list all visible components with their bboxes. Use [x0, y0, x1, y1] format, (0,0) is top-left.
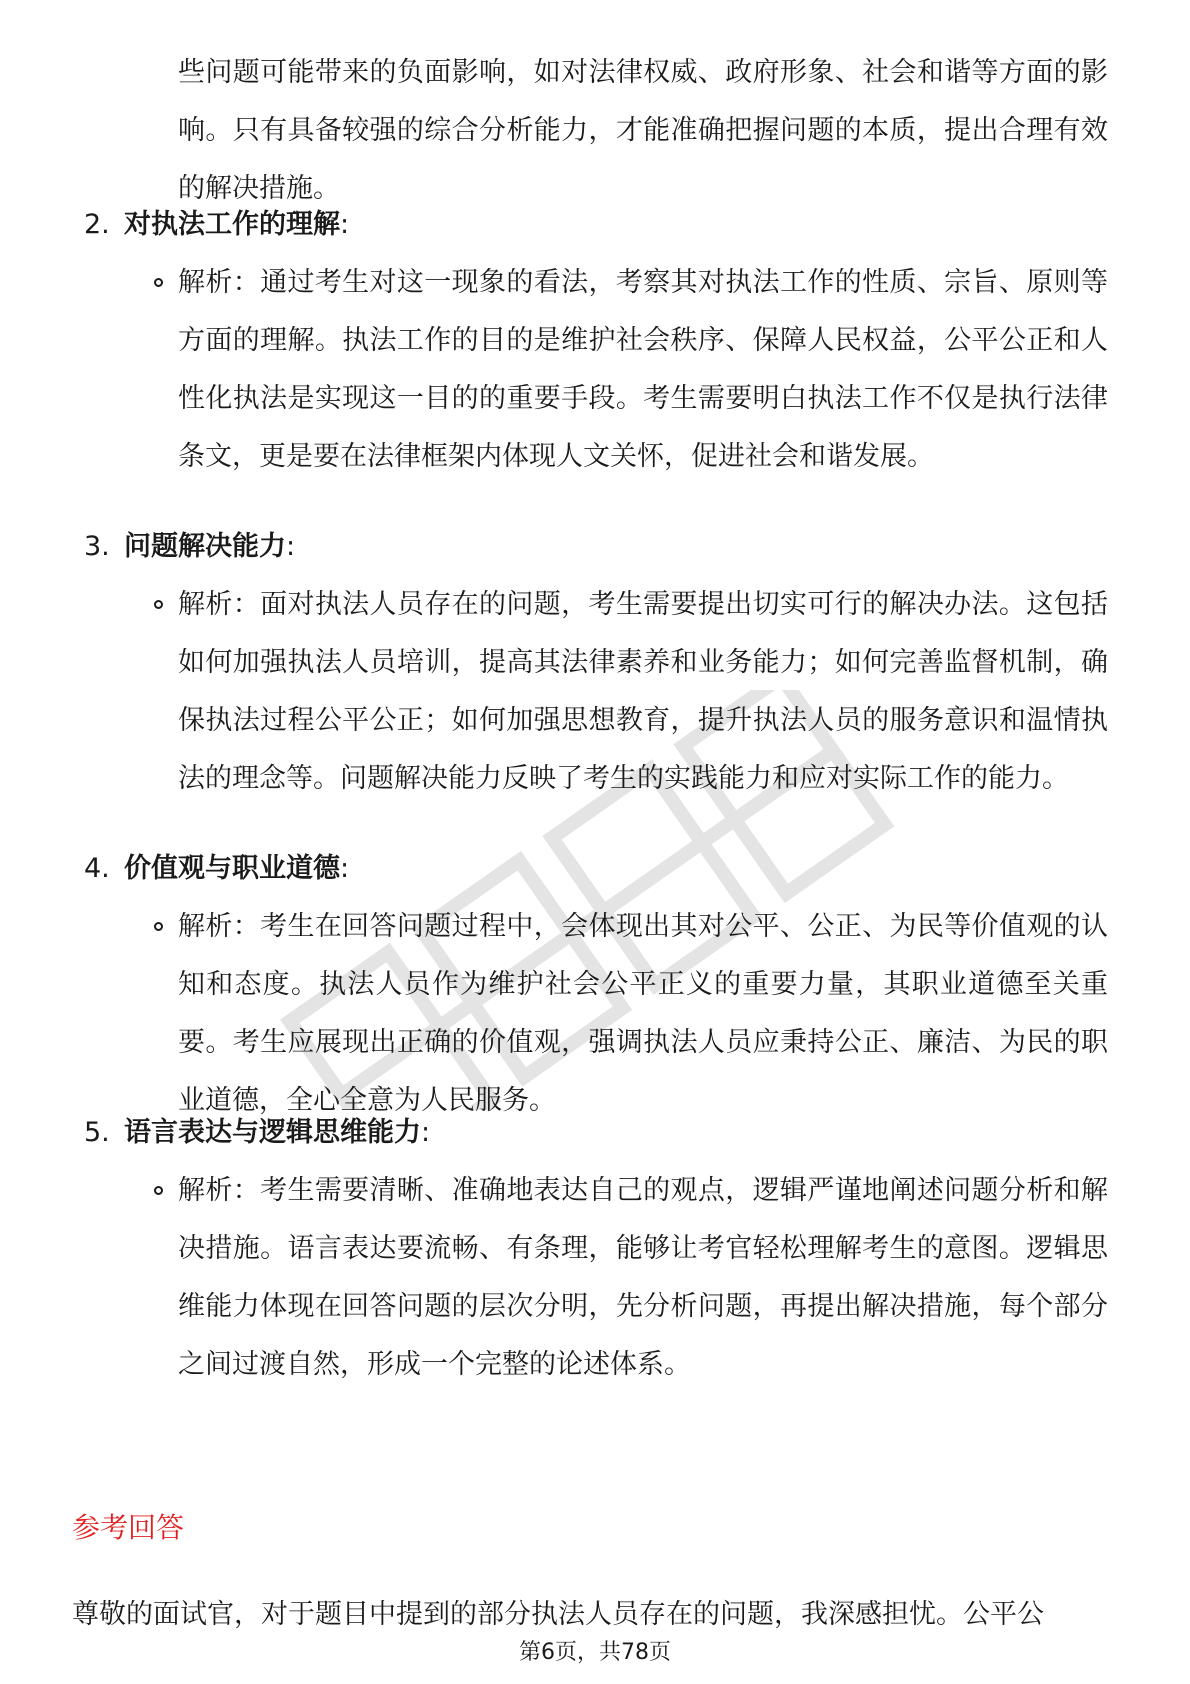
list-item-heading	[84, 1104, 1108, 1162]
bullet-text: 解析：面对执法人员存在的问题，考生需要提出切实可行的解决办法。这包括如何加强执法人员培训，提高其法律素养和业务能力；如何完善监督机制，确保执法过程公平公正；如何加强思想教育，提升执法人员的服务意识和温情执法的理念等。问题解决能力反映了考生的实践能力和应对实际工作的能力。	[178, 589, 1108, 794]
list-item-number: 2.	[84, 209, 110, 240]
list-item	[84, 518, 1108, 808]
list-item-heading	[84, 518, 1108, 576]
answer-paragraph: 尊敬的面试官，对于题目中提到的部分执法人员存在的问题，我深感担忧。公平公	[72, 1599, 1044, 1630]
bullet-paragraph	[84, 1162, 1108, 1394]
list-item-title: 语言表达与逻辑思维能力	[124, 1117, 421, 1148]
list-item	[84, 1104, 1108, 1394]
bullet-paragraph	[84, 254, 1108, 486]
section-heading: 参考回答	[72, 1511, 185, 1544]
bullet-text: 解析：通过考生对这一现象的看法，考察其对执法工作的性质、宗旨、原则等方面的理解。执法工作的目的是维护社会秩序、保障人民权益，公平公正和人性化执法是实现这一目的的重要手段。考生需要明白执法工作不仅是执行法律条文，更是要在法律框架内体现人文关怀，促进社会和谐发展。	[178, 267, 1108, 472]
page-footer: 第6页，共78页	[519, 1640, 671, 1665]
list-item-title: 问题解决能力	[124, 531, 286, 562]
list-item-title: 价值观与职业道德	[124, 853, 340, 884]
list-item-number: 4.	[84, 853, 110, 884]
bullet-circle-icon	[154, 922, 163, 931]
bullet-text: 解析：考生在回答问题过程中，会体现出其对公平、公正、为民等价值观的认知和态度。执法人员作为维护社会公平正义的重要力量，其职业道德至关重要。考生应展现出正确的价值观，强调执法人员应秉持公正、廉洁、为民的职业道德，全心全意为人民服务。	[178, 911, 1108, 1116]
list-item	[84, 196, 1108, 486]
list-item-title: 对执法工作的理解	[124, 209, 340, 240]
continued-paragraph: 些问题可能带来的负面影响，如对法律权威、政府形象、社会和谐等方面的影响。只有具备较强的综合分析能力，才能准确把握问题的本质，提出合理有效的解决措施。	[178, 57, 1108, 204]
list-item-colon: :	[340, 209, 350, 240]
list-item-heading	[84, 196, 1108, 254]
bullet-circle-icon	[154, 1186, 163, 1195]
bullet-paragraph	[84, 576, 1108, 808]
list-item	[84, 840, 1108, 1130]
list-item-number: 3.	[84, 531, 110, 562]
bullet-paragraph	[84, 898, 1108, 1130]
list-item-colon: :	[340, 853, 350, 884]
list-item-heading	[84, 840, 1108, 898]
bullet-text: 解析：考生需要清晰、准确地表达自己的观点，逻辑严谨地阐述问题分析和解决措施。语言表达要流畅、有条理，能够让考官轻松理解考生的意图。逻辑思维能力体现在回答问题的层次分明，先分析问题，再提出解决措施，每个部分之间过渡自然，形成一个完整的论述体系。	[178, 1175, 1108, 1380]
list-item-colon: :	[286, 531, 296, 562]
bullet-circle-icon	[154, 278, 163, 287]
list-item-colon: :	[421, 1117, 431, 1148]
list-item-number: 5.	[84, 1117, 110, 1148]
bullet-circle-icon	[154, 600, 163, 609]
